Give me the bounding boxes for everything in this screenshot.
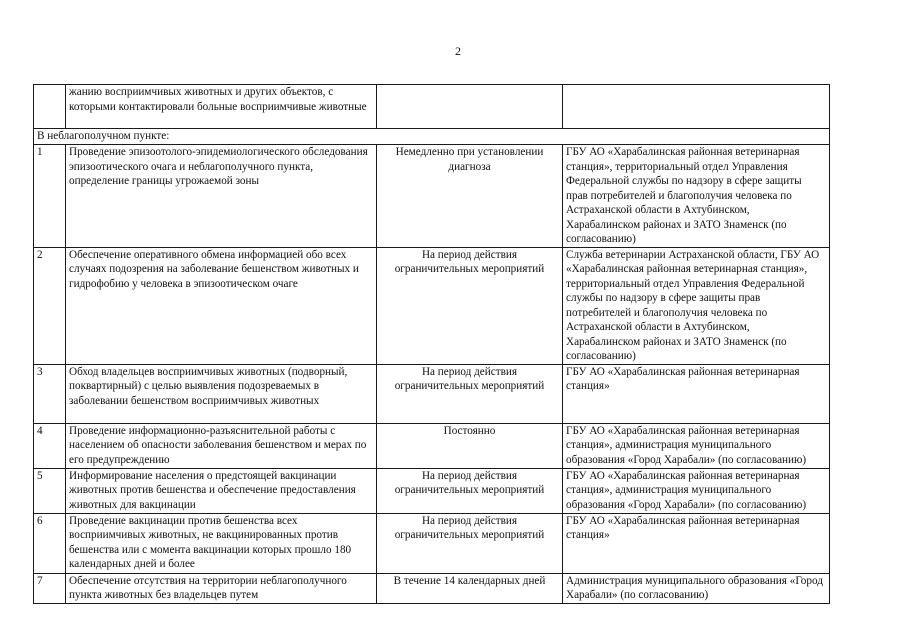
timing-cell: Постоянно xyxy=(377,423,563,468)
responsible-cell: ГБУ АО «Харабалинская районная ветеринарная станция», администрация муниципального образования «Город Харабали» (по согласованию) xyxy=(563,423,830,468)
responsible-cell: ГБУ АО «Харабалинская районная ветеринарная станция», территориальный отдел Управления Федеральной службы по надзору в сфере защиты прав потребителей и благополучия человека по Астраханской области в Ахтубинском, Харабалинском районах и ЗАТО Знаменск (по согласованию) xyxy=(563,145,830,248)
activity-cell: жанию восприимчивых животных и других объектов, с которыми контактировали больные восприимчивые животные xyxy=(66,85,377,129)
measures-table xyxy=(33,84,830,604)
page-number: 2 xyxy=(455,44,461,58)
table-row xyxy=(34,247,830,364)
responsible-cell: Администрация муниципального образования «Город Харабали» (по согласованию) xyxy=(563,573,830,603)
activity-cell: Обеспечение отсутствия на территории неблагополучного пункта животных без владельцев путем xyxy=(66,573,377,603)
section-heading-row xyxy=(34,129,830,145)
table-row xyxy=(34,573,830,603)
table-row xyxy=(34,145,830,248)
row-number-cell: 2 xyxy=(34,247,66,364)
timing-cell xyxy=(377,85,563,129)
row-number-cell xyxy=(34,85,66,129)
activity-cell: Проведение информационно-разъяснительной работы с населением об опасности заболевания бешенством и мерах по его предупреждению xyxy=(66,423,377,468)
table-row xyxy=(34,364,830,423)
responsible-cell: ГБУ АО «Харабалинская районная ветеринарная станция» xyxy=(563,513,830,573)
timing-cell: Немедленно при установлении диагноза xyxy=(377,145,563,248)
responsible-cell: ГБУ АО «Харабалинская районная ветеринарная станция», администрация муниципального образования «Город Харабали» (по согласованию) xyxy=(563,468,830,513)
responsible-cell xyxy=(563,85,830,129)
responsible-cell: Служба ветеринарии Астраханской области, ГБУ АО «Харабалинская районная ветеринарная станция», территориальный отдел Управления Федеральной службы по надзору в сфере защиты прав потребителей и благополучия человека по Астраханской области в Ахтубинском, Харабалинском районах и ЗАТО Знаменск (по согласованию) xyxy=(563,247,830,364)
row-number-cell: 7 xyxy=(34,573,66,603)
row-number-cell: 6 xyxy=(34,513,66,573)
activity-cell: Информирование населения о предстоящей вакцинации животных против бешенства и обеспечение предоставления животных для вакцинации xyxy=(66,468,377,513)
timing-cell: На период действия ограничительных мероприятий xyxy=(377,513,563,573)
table-row xyxy=(34,513,830,573)
timing-cell: На период действия ограничительных мероприятий xyxy=(377,468,563,513)
activity-cell: Проведение эпизоотолого-эпидемиологического обследования эпизоотического очага и неблагополучного пункта, определение границы угрожаемой зоны xyxy=(66,145,377,248)
activity-cell: Обеспечение оперативного обмена информацией обо всех случаях подозрения на заболевание бешенством животных и гидрофобию у человека в эпизоотическом очаге xyxy=(66,247,377,364)
activity-cell: Проведение вакцинации против бешенства всех восприимчивых животных, не вакцинированных против бешенства или с момента вакцинации которых прошло 180 календарных дней и более xyxy=(66,513,377,573)
row-number-cell: 4 xyxy=(34,423,66,468)
table-row xyxy=(34,423,830,468)
section-heading: В неблагополучном пункте: xyxy=(34,129,830,145)
row-number-cell: 5 xyxy=(34,468,66,513)
responsible-cell: ГБУ АО «Харабалинская районная ветеринарная станция» xyxy=(563,364,830,423)
table-row-continuation xyxy=(34,85,830,129)
timing-cell: На период действия ограничительных мероприятий xyxy=(377,364,563,423)
table-row xyxy=(34,468,830,513)
row-number-cell: 1 xyxy=(34,145,66,248)
timing-cell: В течение 14 календарных дней xyxy=(377,573,563,603)
timing-cell: На период действия ограничительных мероприятий xyxy=(377,247,563,364)
row-number-cell: 3 xyxy=(34,364,66,423)
activity-cell: Обход владельцев восприимчивых животных (подворный, поквартирный) с целью выявления подозреваемых в заболевании бешенством восприимчивых животных xyxy=(66,364,377,423)
